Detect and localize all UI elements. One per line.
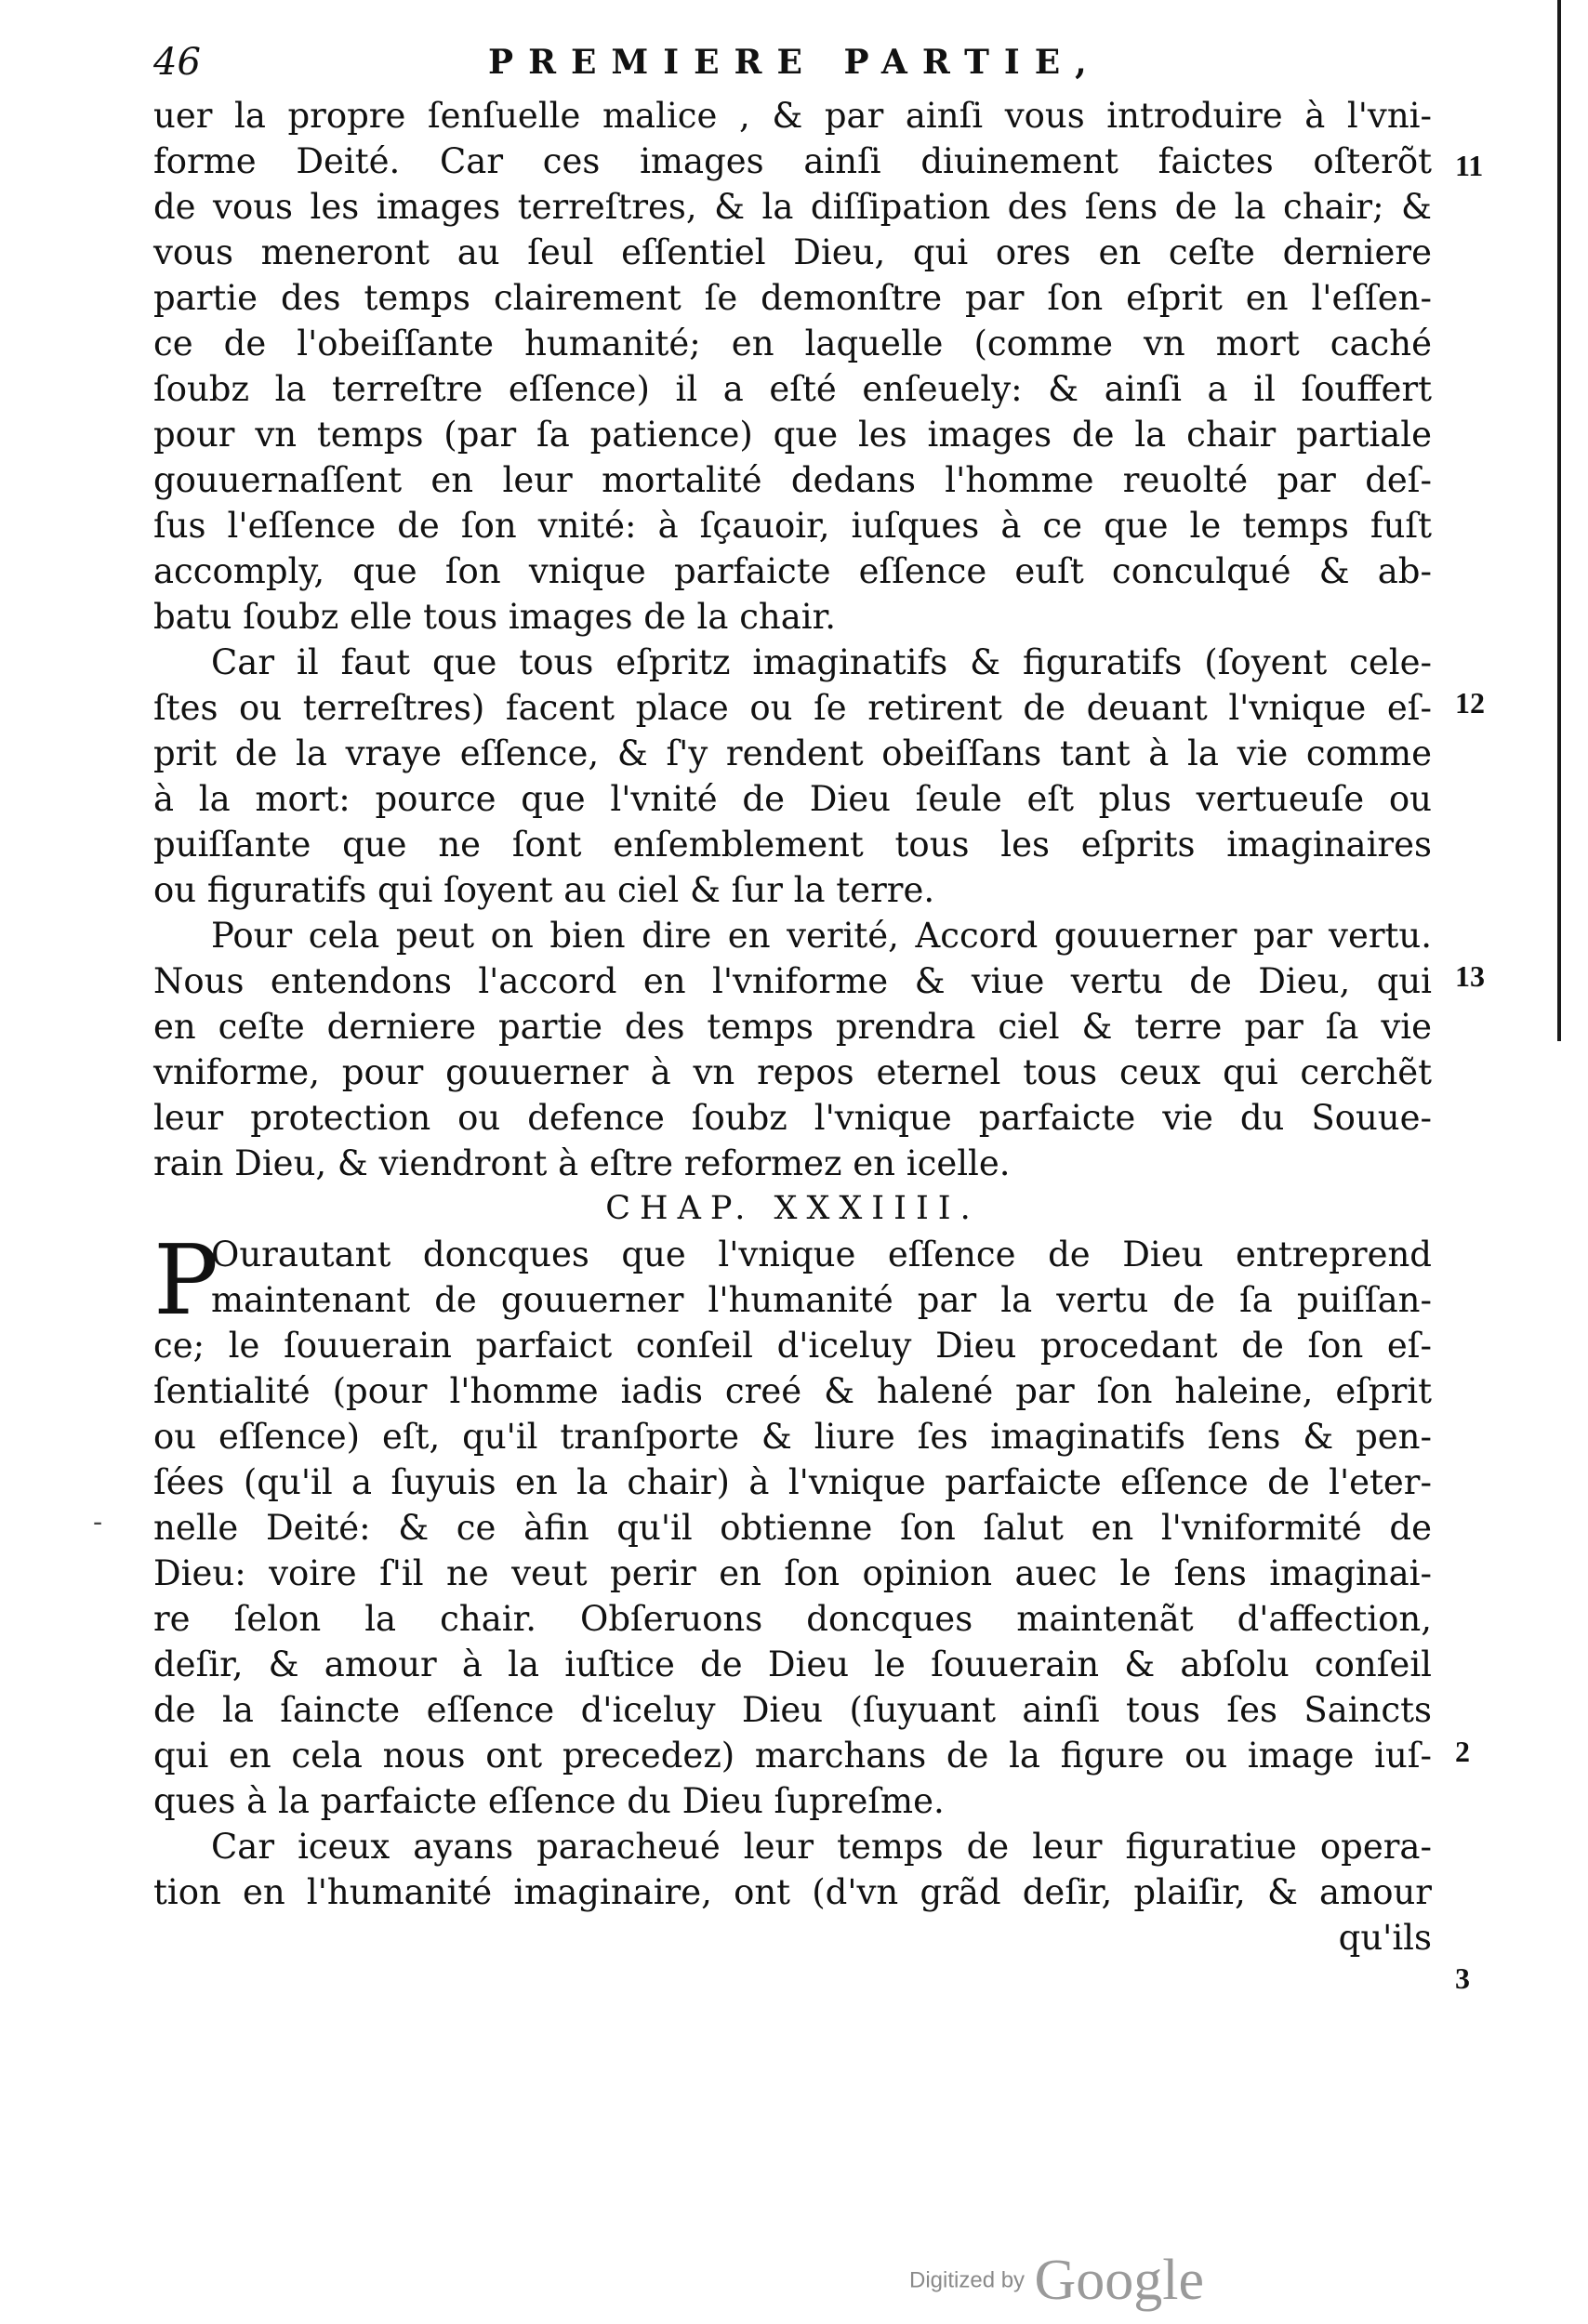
- text-line: re ſelon la chair. Obſeruons doncques maintenãt d'affection,: [153, 1599, 1432, 1639]
- text-line: prit de la vraye eſſence, & ſ'y rendent obeiſſans tant à la vie comme: [153, 733, 1432, 773]
- text-line: deſir, & amour à la iuſtice de Dieu le ſouuerain & abſolu conſeil: [153, 1644, 1432, 1684]
- chapter-heading: CHAP. XXXIIII.: [605, 1190, 980, 1227]
- text-line: accomply, que ſon vnique parfaicte eſſence euſt conculqué & ab-: [153, 551, 1432, 591]
- catchword: qu'ils: [1338, 1918, 1432, 1958]
- text-line: Pour cela peut on bien dire en verité, Accord gouuerner par vertu.: [211, 916, 1432, 956]
- text-line: ques à la parfaicte eſſence du Dieu ſupreſme.: [153, 1781, 945, 1821]
- margin-note-number: 2: [1455, 1735, 1470, 1768]
- digitized-watermark: [909, 2248, 1204, 2313]
- text-line: uer la propre ſenſuelle malice , & par ainſi vous introduire à l'vni-: [153, 96, 1432, 136]
- text-line: forme Deité. Car ces images ainſi diuinement faictes oſterõt: [153, 141, 1432, 181]
- text-line: maintenant de gouuerner l'humanité par la vertu de ſa puiſſan-: [211, 1280, 1432, 1320]
- text-line: ce de l'obeiſſante humanité; en laquelle (comme vn mort caché: [153, 324, 1432, 363]
- text-line: pour vn temps (par ſa patience) que les images de la chair partiale: [153, 415, 1432, 455]
- text-line: ſées (qu'il a ſuyuis en la chair) à l'vnique parfaicte eſſence de l'eter-: [153, 1462, 1432, 1502]
- text-line: vous meneront au ſeul eſſentiel Dieu, qui ores en ceſte derniere: [153, 232, 1432, 272]
- text-line: de la ſaincte eſſence d'iceluy Dieu (ſuyuant ainſi tous ſes Saincts: [153, 1690, 1432, 1730]
- margin-note-number: 12: [1455, 686, 1485, 720]
- margin-mark: -: [93, 1506, 103, 1538]
- text-line: puiſſante que ne ſont enſemblement tous les eſprits imaginaires: [153, 825, 1432, 865]
- text-line: rain Dieu, & viendront à eſtre reformez en icelle.: [153, 1143, 1011, 1183]
- margin-note-number: 11: [1455, 149, 1484, 182]
- body-text: [153, 93, 1432, 1961]
- text-line: gouuernaſſent en leur mortalité dedans l'homme reuolté par deſ-: [153, 460, 1432, 500]
- text-line: ſtes ou terreſtres) facent place ou ſe retirent de deuant l'vnique eſ-: [153, 688, 1432, 728]
- text-line: Ourautant doncques que l'vnique eſſence de Dieu entreprend: [211, 1235, 1432, 1274]
- text-line: ce; le ſouuerain parfaict conſeil d'iceluy Dieu procedant de ſon eſ-: [153, 1326, 1432, 1366]
- text-line: à la mort: pource que l'vnité de Dieu ſeule eſt plus vertueuſe ou: [153, 779, 1432, 819]
- text-line: Car iceux ayans paracheué leur temps de leur figuratiue opera-: [211, 1827, 1432, 1867]
- margin-note-number: 3: [1455, 1961, 1470, 1995]
- running-head: PREMIERE PARTIE,: [488, 43, 1102, 82]
- text-line: ſus l'eſſence de ſon vnité: à ſçauoir, iuſques à ce que le temps fuſt: [153, 506, 1432, 546]
- text-line: ſoubz la terreſtre eſſence) il a eſté enſeuely: & ainſi a il ſouffert: [153, 369, 1432, 409]
- watermark-prefix: Digitized by: [909, 2267, 1026, 2293]
- text-line: Nous entendons l'accord en l'vniforme & viue vertu de Dieu, qui: [153, 961, 1432, 1001]
- drop-capital: P: [153, 1223, 218, 1337]
- text-line: ſentialité (pour l'homme iadis creé & halené par ſon haleine, eſprit: [153, 1371, 1432, 1411]
- text-line: batu ſoubz elle tous images de la chair.: [153, 597, 837, 637]
- page-header: [153, 37, 1362, 93]
- text-line: partie des temps clairement ſe demonſtre par ſon eſprit en l'eſſen-: [153, 278, 1432, 318]
- margin-note-number: 13: [1455, 959, 1485, 993]
- text-line: de vous les images terreſtres, & la diſſipation des ſens de la chair; &: [153, 187, 1432, 227]
- text-line: qui en cela nous ont precedez) marchans de la figure ou image iuſ-: [153, 1736, 1432, 1776]
- page-gutter-edge: [1557, 0, 1561, 1041]
- text-line: tion en l'humanité imaginaire, ont (d'vn grãd deſir, plaiſir, & amour: [153, 1872, 1432, 1912]
- google-logo: Google: [1034, 2249, 1205, 2312]
- text-line: leur protection ou defence ſoubz l'vnique parfaicte vie du Souue-: [153, 1098, 1432, 1138]
- text-line: Dieu: voire ſ'il ne veut perir en ſon opinion auec le ſens imaginai-: [153, 1553, 1432, 1593]
- text-line: en ceſte derniere partie des temps prendra ciel & terre par ſa vie: [153, 1007, 1432, 1047]
- text-line: nelle Deité: & ce àfin qu'il obtienne ſon ſalut en l'vniformité de: [153, 1508, 1432, 1548]
- page-number: 46: [153, 41, 201, 84]
- text-line: ou eſſence) eſt, qu'il tranſporte & liure ſes imaginatifs ſens & pen-: [153, 1417, 1432, 1457]
- text-line: vniforme, pour gouuerner à vn repos eternel tous ceux qui cerchẽt: [153, 1052, 1432, 1092]
- text-line: ou figuratifs qui ſoyent au ciel & ſur la terre.: [153, 870, 935, 910]
- text-line: Car il faut que tous eſpritz imaginatifs & figuratifs (ſoyent cele-: [211, 642, 1432, 682]
